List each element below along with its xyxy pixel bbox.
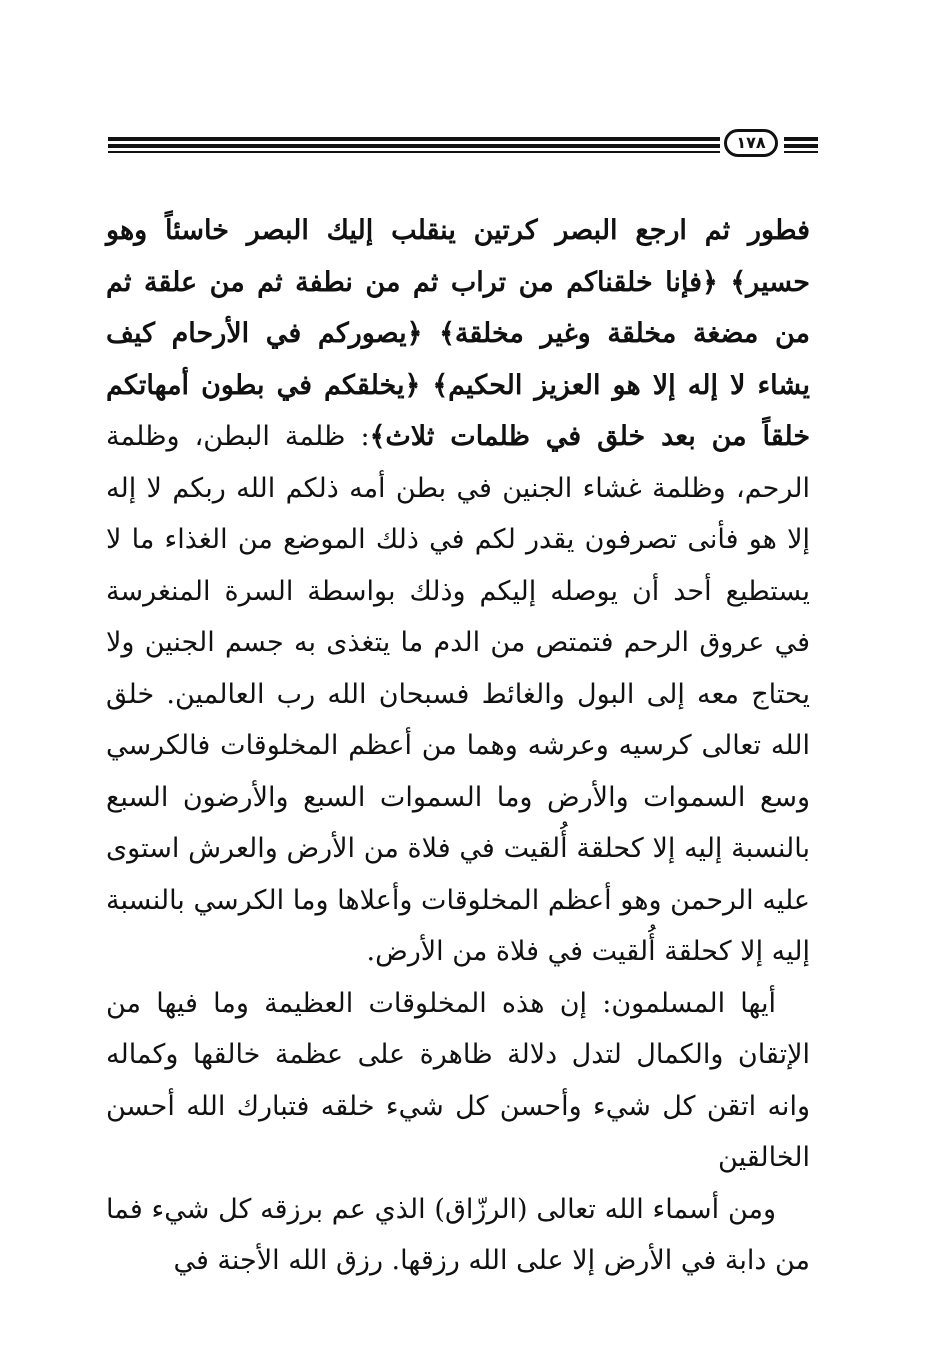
body-text [106, 205, 810, 1287]
page-number: ١٧٨ [724, 129, 778, 157]
paragraph-muslims: أيها المسلمون: إن هذه المخلوقات العظيمة وما فيها من الإتقان والكمال لتدل دلالة ظاهرة على عظمة خالقها وكماله وانه اتقن كل شيء وأحسن كل شيء خلقه فتبارك الله أحسن الخالقين [106, 987, 810, 1173]
paragraph-text: : ظلمة البطن، وظلمة الرحم، وظلمة غشاء الجنين في بطن أمه ذلكم الله ربكم لا إله إلا هو فأنى تصرفون يقدر لكم في ذلك الموضع من الغذاء ما لا يستطيع أحد أن يوصله إليكم وذلك بواسطة السرة المنغرسة في عروق الرحم فتمتص من الدم ما يتغذى به جسم الجنين ولا يحتاج معه إلى البول والغائط فسبحان الله رب العالمين. خلق الله تعالى كرسيه وعرشه وهما من أعظم المخلوقات فالكرسي وسع السموات والأرض وما السموات السبع والأرضون السبع بالنسبة إليه إلا كحلقة أُلقيت في فلاة من الأرض والعرش استوى عليه الرحمن وهو أعظم المخلوقات وأعلاها وما الكرسي بالنسبة إليه إلا كحلقة أُلقيت في فلاة من الأرض. [106, 421, 810, 967]
quran-verse: فطور ثم ارجع البصر كرتين ينقلب إليك البصر خاسئاً وهو حسير﴾ [106, 215, 810, 298]
paragraph-verses [106, 205, 810, 978]
quran-verse: ﴿يخلقكم في بطون أمهاتكم خلقاً من بعد خلق في ظلمات ثلاث﴾ [106, 369, 811, 452]
header-rule [108, 144, 720, 148]
header-rule-short [784, 137, 818, 141]
header-rule [108, 137, 720, 141]
quran-verse: ﴿فإنا خلقناكم من تراب ثم من نطفة ثم من علقة ثم من مضغة مخلقة وغير مخلقة﴾ [106, 266, 811, 349]
header-rule [108, 151, 720, 153]
page-header [108, 128, 818, 162]
paragraph-razzaq: ومن أسماء الله تعالى (الرزّاق) الذي عم برزقه كل شيء فما من دابة في الأرض إلا على الله رزقها. رزق الله الأجنة في [106, 1193, 810, 1276]
header-rule-short [784, 151, 818, 153]
quran-verse: ﴿يصوركم في الأرحام كيف يشاء لا إله إلا هو العزيز الحكيم﴾ [106, 318, 810, 401]
header-rule-short [784, 144, 818, 148]
